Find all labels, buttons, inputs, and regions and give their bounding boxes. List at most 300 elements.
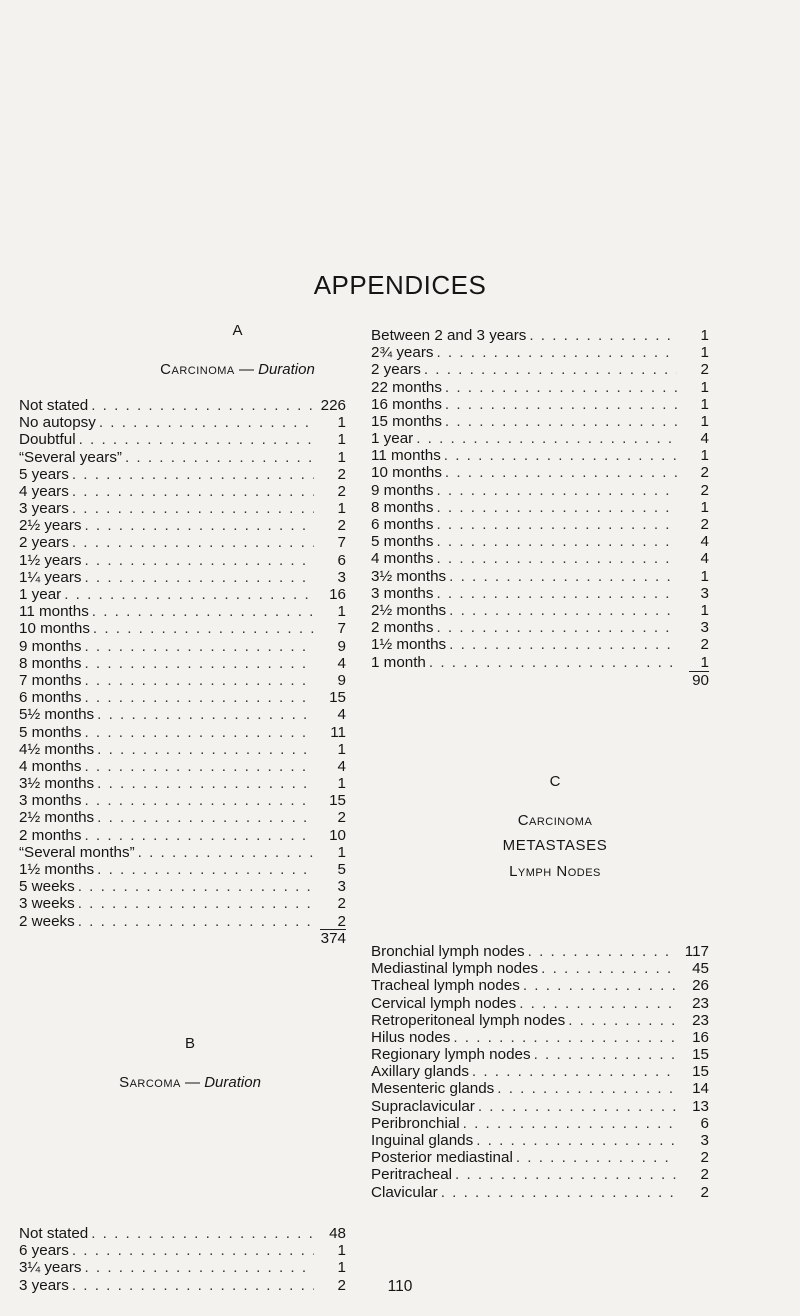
leader-dots	[436, 533, 677, 550]
row-value: 117	[684, 942, 709, 960]
row-value: 1	[700, 395, 709, 413]
table-row	[371, 995, 709, 1012]
leader-dots	[93, 620, 314, 637]
leader-dots	[478, 1098, 677, 1115]
row-label: 2 weeks	[19, 912, 75, 930]
table-row	[371, 499, 709, 516]
leader-dots	[72, 466, 314, 483]
leader-dots	[416, 430, 677, 447]
leader-dots	[84, 689, 314, 706]
table-row	[19, 449, 346, 466]
row-label: 1¼ years	[19, 568, 82, 586]
row-label: 4 years	[19, 482, 69, 500]
leader-dots	[449, 636, 677, 653]
row-value: 226	[320, 396, 346, 414]
table-row	[371, 379, 709, 396]
row-value: 1	[337, 740, 346, 758]
table-row	[19, 414, 346, 431]
leader-dots	[84, 724, 314, 741]
table-row	[371, 943, 709, 960]
table-row	[19, 741, 346, 758]
row-label: Supraclavicular	[371, 1097, 475, 1115]
section-a-heading-sub: Duration	[258, 361, 315, 378]
leader-dots	[429, 654, 677, 671]
row-value: 9	[337, 637, 346, 655]
leader-dots	[516, 1149, 677, 1166]
row-label: 6 months	[19, 689, 82, 707]
row-value: 3	[700, 1132, 709, 1150]
table-row	[371, 550, 709, 567]
table-row	[19, 620, 346, 637]
row-label: 3 months	[19, 792, 82, 810]
leader-dots	[72, 483, 314, 500]
row-value: 13	[692, 1097, 709, 1115]
row-value: 14	[692, 1080, 709, 1098]
row-label: Doubtful	[19, 431, 76, 449]
row-value: 1	[337, 414, 346, 432]
leader-dots	[84, 1259, 314, 1276]
table-row	[19, 844, 346, 861]
row-label: 10 months	[371, 464, 442, 482]
row-label: “Several years”	[19, 448, 122, 466]
leader-dots	[445, 396, 677, 413]
row-value: 5	[337, 861, 346, 879]
row-value: 23	[692, 994, 709, 1012]
leader-dots	[529, 327, 677, 344]
row-value: 1	[337, 1259, 346, 1277]
row-label: Cervical lymph nodes	[371, 994, 517, 1012]
section-c-table	[371, 943, 709, 1201]
leader-dots	[445, 464, 677, 481]
row-label: 4 months	[19, 757, 82, 775]
row-label: 3½ months	[371, 567, 447, 585]
leader-dots	[84, 517, 314, 534]
row-label: 9 months	[19, 637, 82, 655]
section-b-heading	[80, 1074, 300, 1091]
leader-dots	[97, 809, 314, 826]
table-row	[19, 500, 346, 517]
table-row	[19, 552, 346, 569]
row-value: 4	[700, 533, 709, 551]
row-value: 4	[337, 706, 346, 724]
row-label: Axillary glands	[371, 1063, 469, 1081]
table-row	[19, 483, 346, 500]
row-value: 2	[700, 361, 709, 379]
row-label: Inguinal glands	[371, 1132, 474, 1150]
leader-dots	[444, 447, 677, 464]
row-label: 3 years	[19, 1276, 69, 1294]
leader-dots	[84, 569, 314, 586]
table-row	[371, 447, 709, 464]
leader-dots	[84, 758, 314, 775]
row-label: 1 year	[19, 586, 62, 604]
leader-dots	[97, 861, 314, 878]
row-label: 3 months	[371, 584, 434, 602]
row-label: Not stated	[19, 396, 89, 414]
section-a	[125, 322, 350, 400]
leader-dots	[436, 344, 677, 361]
row-value: 2	[700, 636, 709, 654]
leader-dots	[84, 827, 314, 844]
row-value: 2	[700, 1166, 709, 1184]
table-row	[371, 1081, 709, 1098]
row-value: 16	[329, 586, 346, 604]
table-row	[19, 792, 346, 809]
leader-dots	[78, 878, 314, 895]
table-row	[19, 895, 346, 912]
table-row	[19, 913, 346, 930]
row-value: 2	[337, 912, 346, 930]
row-value: 1	[700, 498, 709, 516]
row-label: 2 years	[371, 361, 421, 379]
row-label: 1½ months	[371, 636, 447, 654]
table-row	[19, 706, 346, 723]
section-b-heading-main: Sarcoma	[119, 1074, 181, 1091]
leader-dots	[91, 1225, 314, 1242]
row-value: 9	[337, 671, 346, 689]
page-title: APPENDICES	[313, 270, 487, 300]
row-value: 4	[700, 430, 709, 448]
section-a-heading-sep: —	[234, 361, 259, 378]
table-row	[371, 482, 709, 499]
row-value: 15	[329, 689, 346, 707]
table-row	[371, 1029, 709, 1046]
row-value: 1	[337, 448, 346, 466]
row-label: 1 month	[371, 653, 426, 671]
row-value: 1	[700, 378, 709, 396]
row-label: 2¾ years	[371, 344, 434, 362]
row-value: 2	[700, 1183, 709, 1201]
row-value: 4	[700, 550, 709, 568]
row-value: 1	[337, 843, 346, 861]
row-label: 2½ years	[19, 517, 82, 535]
table-row	[371, 465, 709, 482]
table-row	[371, 585, 709, 602]
row-label: 4 months	[371, 550, 434, 568]
row-label: 11 months	[371, 447, 441, 465]
table-row	[371, 413, 709, 430]
row-label: 4½ months	[19, 740, 95, 758]
leader-dots	[79, 431, 314, 448]
leader-dots	[436, 516, 677, 533]
row-label: 2 months	[19, 826, 82, 844]
row-label: Retroperitoneal lymph nodes	[371, 1011, 566, 1029]
row-label: Peritracheal	[371, 1166, 453, 1184]
table-row	[19, 569, 346, 586]
row-label: 1½ years	[19, 551, 82, 569]
row-label: 22 months	[371, 378, 442, 396]
row-value: 48	[329, 1224, 346, 1242]
leader-dots	[138, 844, 314, 861]
leader-dots	[97, 741, 314, 758]
row-label: 3 weeks	[19, 895, 75, 913]
row-label: 9 months	[371, 481, 434, 499]
leader-dots	[99, 414, 314, 431]
row-value: 1	[700, 412, 709, 430]
row-label: 2½ months	[371, 601, 447, 619]
table-row	[371, 1098, 709, 1115]
leader-dots	[445, 413, 677, 430]
row-value: 2	[700, 464, 709, 482]
row-label: 5 months	[371, 533, 434, 551]
row-value: 16	[692, 1028, 709, 1046]
table-row	[371, 516, 709, 533]
table-row	[371, 1184, 709, 1201]
table-row	[371, 1166, 709, 1183]
leader-dots	[445, 379, 677, 396]
leader-dots	[72, 500, 314, 517]
table-row	[19, 724, 346, 741]
row-label: Peribronchial	[371, 1114, 460, 1132]
row-label: 6 years	[19, 1242, 69, 1260]
row-value: 1	[337, 500, 346, 518]
section-a-continued-table	[371, 327, 709, 671]
row-label: 1 year	[371, 430, 414, 448]
row-label: 5½ months	[19, 706, 95, 724]
row-label: 1½ months	[19, 861, 95, 879]
section-a-table	[19, 397, 346, 930]
row-value: 6	[337, 551, 346, 569]
leader-dots	[92, 603, 314, 620]
table-row	[371, 1149, 709, 1166]
table-row	[371, 1012, 709, 1029]
table-row	[19, 1225, 346, 1242]
row-label: 11 months	[19, 603, 89, 621]
leader-dots	[72, 1242, 314, 1259]
row-label: Posterior mediastinal	[371, 1149, 513, 1167]
leader-dots	[436, 499, 677, 516]
row-label: 5 years	[19, 465, 69, 483]
table-row	[19, 397, 346, 414]
row-value: 23	[692, 1011, 709, 1029]
row-value: 3	[337, 878, 346, 896]
table-row	[19, 827, 346, 844]
row-value: 4	[337, 654, 346, 672]
row-label: Regionary lymph nodes	[371, 1046, 531, 1064]
table-row	[19, 1259, 346, 1276]
leader-dots	[436, 585, 677, 602]
leader-dots	[84, 552, 314, 569]
leader-dots	[476, 1132, 677, 1149]
section-a-continued-total-block	[670, 671, 709, 690]
row-value: 15	[329, 792, 346, 810]
section-a-heading-main: Carcinoma	[160, 361, 235, 378]
row-value: 1	[337, 1242, 346, 1260]
table-row	[371, 960, 709, 977]
row-value: 2	[337, 465, 346, 483]
table-row	[371, 344, 709, 361]
table-row	[371, 568, 709, 585]
row-value: 6	[700, 1114, 709, 1132]
row-label: “Several months”	[19, 843, 135, 861]
section-a-continued-total: 90	[692, 672, 709, 689]
row-value: 2	[700, 481, 709, 499]
row-value: 1	[700, 447, 709, 465]
table-row	[19, 1242, 346, 1259]
table-row	[371, 619, 709, 636]
table-row	[19, 535, 346, 552]
row-value: 1	[700, 653, 709, 671]
table-row	[19, 861, 346, 878]
row-value: 11	[330, 723, 346, 741]
leader-dots	[534, 1046, 677, 1063]
row-value: 1	[700, 326, 709, 344]
section-b-heading-sep: —	[180, 1074, 205, 1091]
row-label: Tracheal lymph nodes	[371, 977, 520, 995]
row-label: Clavicular	[371, 1183, 438, 1201]
row-label: 7 months	[19, 671, 82, 689]
table-row	[371, 636, 709, 653]
section-a-heading	[125, 361, 350, 378]
leader-dots	[497, 1080, 677, 1097]
row-value: 15	[692, 1063, 709, 1081]
row-label: 5 months	[19, 723, 82, 741]
row-value: 1	[337, 603, 346, 621]
leader-dots	[64, 586, 314, 603]
row-label: 3 years	[19, 500, 69, 518]
table-row	[19, 655, 346, 672]
leader-dots	[84, 792, 314, 809]
table-row	[19, 603, 346, 620]
table-row	[371, 430, 709, 447]
table-row	[371, 327, 709, 344]
leader-dots	[78, 895, 314, 912]
leader-dots	[436, 550, 677, 567]
leader-dots	[441, 1184, 677, 1201]
leader-dots	[449, 568, 677, 585]
table-row	[19, 466, 346, 483]
row-label: Hilus nodes	[371, 1028, 451, 1046]
table-row	[371, 977, 709, 994]
leader-dots	[453, 1029, 677, 1046]
leader-dots	[97, 706, 314, 723]
row-label: 10 months	[19, 620, 90, 638]
leader-dots	[519, 995, 677, 1012]
leader-dots	[541, 960, 677, 977]
row-label: 8 months	[19, 654, 82, 672]
section-b-letter: B	[184, 1035, 195, 1052]
leader-dots	[528, 943, 677, 960]
row-value: 26	[692, 977, 709, 995]
leader-dots	[455, 1166, 677, 1183]
section-c-heading-1: Carcinoma	[517, 812, 593, 829]
row-value: 2	[700, 1149, 709, 1167]
table-row	[19, 775, 346, 792]
row-value: 3	[700, 619, 709, 637]
row-value: 2	[337, 1276, 346, 1294]
row-value: 15	[692, 1046, 709, 1064]
row-label: Bronchial lymph nodes	[371, 942, 525, 960]
leader-dots	[436, 482, 677, 499]
table-row	[371, 396, 709, 413]
table-row	[371, 1132, 709, 1149]
row-label: 2½ months	[19, 809, 95, 827]
row-label: 2 years	[19, 534, 69, 552]
leader-dots	[523, 977, 677, 994]
table-row	[19, 672, 346, 689]
row-label: 15 months	[371, 412, 442, 430]
row-value: 4	[337, 757, 346, 775]
table-row	[371, 1046, 709, 1063]
section-b-header	[80, 1035, 300, 1091]
section-a-total: 374	[320, 930, 346, 947]
section-a-letter: A	[232, 322, 243, 339]
leader-dots	[84, 655, 314, 672]
leader-dots	[125, 449, 314, 466]
table-row	[19, 758, 346, 775]
row-value: 1	[700, 344, 709, 362]
table-row	[19, 810, 346, 827]
row-label: 16 months	[371, 395, 442, 413]
table-row	[19, 517, 346, 534]
row-label: Not stated	[19, 1224, 89, 1242]
row-label: 6 months	[371, 516, 434, 534]
row-value: 2	[700, 516, 709, 534]
row-label: 3½ months	[19, 775, 95, 793]
row-label: 2 months	[371, 619, 434, 637]
section-c-heading-2: METASTASES	[502, 837, 608, 854]
row-value: 7	[337, 534, 346, 552]
row-value: 3	[337, 568, 346, 586]
leader-dots	[472, 1063, 677, 1080]
leader-dots	[449, 602, 677, 619]
row-label: Between 2 and 3 years	[371, 326, 527, 344]
section-c-letter: C	[549, 773, 561, 790]
leader-dots	[84, 638, 314, 655]
section-b-heading-sub: Duration	[204, 1074, 261, 1091]
row-value: 2	[337, 517, 346, 535]
page-number: 110	[387, 1278, 413, 1295]
leader-dots	[91, 397, 314, 414]
leader-dots	[436, 619, 677, 636]
leader-dots	[424, 361, 677, 378]
table-row	[371, 654, 709, 671]
table-row	[371, 1063, 709, 1080]
row-value: 3	[700, 584, 709, 602]
row-label: 3¼ years	[19, 1259, 82, 1277]
table-row	[371, 361, 709, 378]
row-label: 5 weeks	[19, 878, 75, 896]
row-label: Mesenteric glands	[371, 1080, 495, 1098]
row-value: 1	[337, 431, 346, 449]
row-value: 2	[337, 895, 346, 913]
row-value: 45	[692, 960, 709, 978]
table-row	[371, 602, 709, 619]
row-value: 10	[329, 826, 346, 844]
row-label: No autopsy	[19, 414, 96, 432]
row-value: 1	[700, 567, 709, 585]
leader-dots	[97, 775, 314, 792]
leader-dots	[463, 1115, 677, 1132]
table-row	[19, 638, 346, 655]
row-label: 8 months	[371, 498, 434, 516]
table-row	[19, 431, 346, 448]
table-row	[371, 533, 709, 550]
table-row	[371, 1115, 709, 1132]
row-value: 2	[337, 482, 346, 500]
table-row	[19, 586, 346, 603]
table-row	[19, 689, 346, 706]
section-c-heading-3: Lymph Nodes	[509, 863, 601, 880]
leader-dots	[78, 913, 314, 930]
row-value: 1	[337, 775, 346, 793]
leader-dots	[568, 1012, 677, 1029]
leader-dots	[84, 672, 314, 689]
leader-dots	[72, 534, 314, 551]
table-row	[19, 878, 346, 895]
section-a-total-block	[300, 929, 346, 948]
row-value: 2	[337, 809, 346, 827]
